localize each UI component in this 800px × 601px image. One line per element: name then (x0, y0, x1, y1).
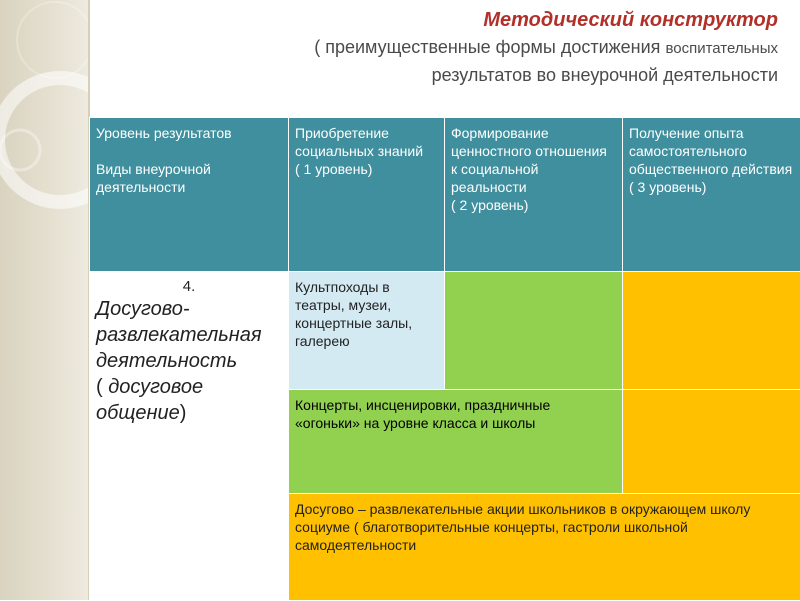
cell-level-3-text: Досугово – развлекательные акции школьников в окружающем школу социуме ( благотворительные концерты, гастроли школьной самодеятельности (289, 494, 800, 601)
header-level-3: Получение опыта самостоятельного общественного действия ( 3 уровень) (623, 118, 800, 272)
corner-kinds-label: Виды внеурочной деятельности (96, 161, 211, 195)
cell-level-1-green (445, 272, 623, 390)
row-level-1 (90, 272, 800, 390)
subtitle-part-2: воспитательных (665, 40, 778, 57)
slide-title (100, 6, 778, 88)
decorative-side-band (0, 0, 88, 600)
constructor-table (89, 117, 800, 601)
activity-name: Досугово-развлекательная деятельность ( досуговое общение) (96, 296, 282, 426)
cell-level-1-yellow (623, 272, 800, 390)
cell-level-1-text: Культпоходы в театры, музеи, концертные залы, галерею (289, 272, 445, 390)
decorative-rings (0, 0, 88, 600)
header-level-1: Приобретение социальных знаний ( 1 уровень) (289, 118, 445, 272)
activity-number: 4. (96, 278, 282, 296)
header-level-2: Формирование ценностного отношения к социальной реальности ( 2 уровень) (445, 118, 623, 272)
activity-cell (90, 272, 289, 601)
subtitle-part-3: результатов во внеурочной деятельности (432, 65, 778, 85)
cell-level-2-yellow (623, 390, 800, 494)
header-corner-cell (90, 118, 289, 272)
title-main: Методический конструктор (100, 6, 778, 34)
subtitle-part-1: ( преимущественные формы достижения (314, 37, 660, 57)
header-row (90, 118, 800, 272)
corner-levels-label: Уровень результатов (96, 125, 232, 141)
title-subtitle (100, 34, 778, 88)
cell-level-2-text: Концерты, инсценировки, праздничные «огоньки» на уровне класса и школы (289, 390, 623, 494)
